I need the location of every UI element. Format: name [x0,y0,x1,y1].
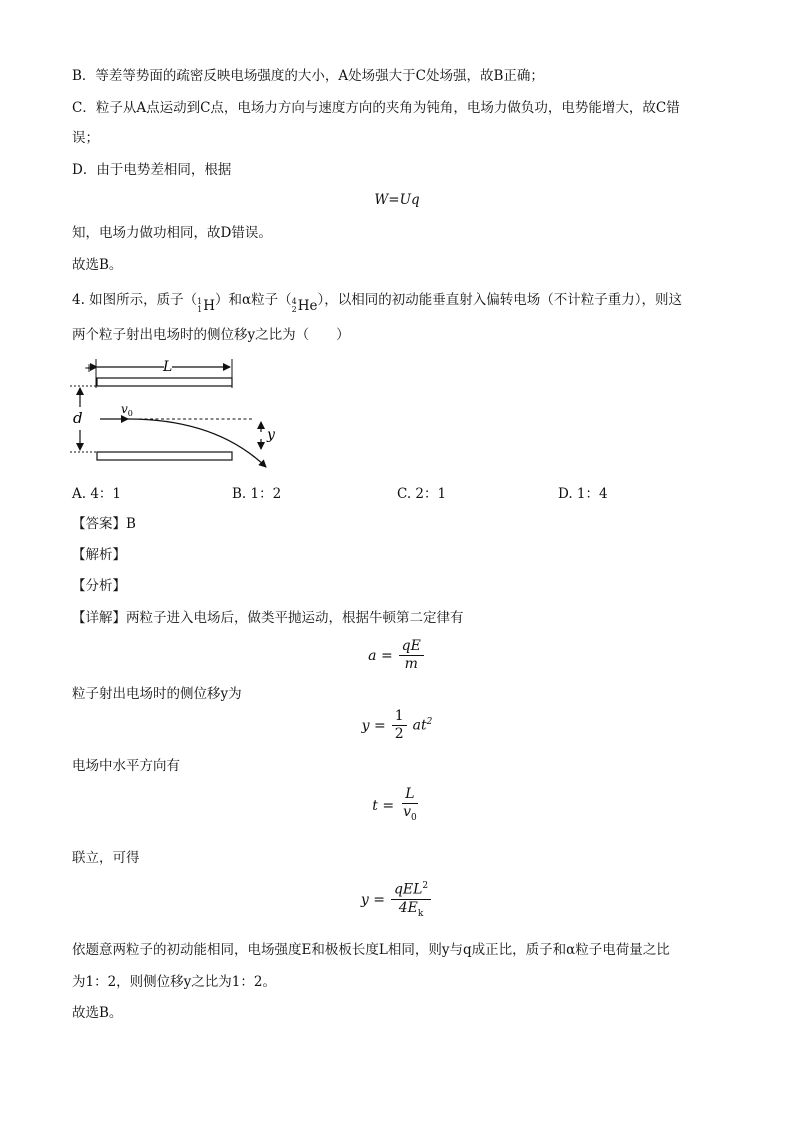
lower-plate [97,452,232,460]
answer-label: 【答案】B [72,516,136,532]
positive-sign: + [84,361,95,375]
option-a: A. 4：1 [72,486,122,502]
time-equation: t = $\frac{L}{v_0}$ [372,786,417,823]
choice-statement: 故选B。 [72,257,123,273]
analysis-subheading: 【分析】 [72,578,126,594]
acceleration-equation: a = $\frac{qE}{m}$ [0,638,794,673]
conclusion-text: 依题意两粒子的初动能相同，电场强度E和极板长度L相同，则y与q成正比，质子和α粒子电荷量之比 [72,942,670,958]
deflection-field-diagram [66,355,286,473]
combine-text: 联立，可得 [72,850,140,866]
proton-nuclide: 1 1 H [197,297,216,314]
question-4-stem: 4. 如图所示，质子（ 1 1 H ）和α粒子（ 4 2 He ），以相同的初动能垂直射入偏转电场（不计粒子重力），则这 [72,292,683,314]
conclusion-text-cont: 为1：2，则侧位移y之比为1：2。 [72,974,276,990]
displacement-label: y [267,427,275,443]
option-d-explanation: D．由于电势差相同，根据 [72,162,232,178]
displacement-equation: y = $\frac{1}{2}$ $at^2$ [361,708,433,742]
horizontal-text: 电场中水平方向有 [72,758,180,774]
option-c-explanation-cont: 误； [72,130,99,146]
plate-length-label: L [163,359,173,375]
option-b-explanation: B．等差等势面的疏密反映电场强度的大小，A处场强大于C处场强，故B正确； [72,68,544,84]
separation-label: d [73,409,83,427]
option-c-explanation: C．粒子从A点运动到C点，电场力方向与速度方向的夹角为钝角，电场力做负功，电势能增大，故C错 [72,100,680,116]
option-d-conclusion: 知，电场力做功相同，故D错误。 [72,225,272,241]
option-c: C. 2：1 [397,486,447,502]
detail-intro: 【详解】两粒子进入电场后，做类平抛运动，根据牛顿第二定律有 [72,610,464,626]
upper-plate [97,378,232,386]
side-displacement-text: 粒子射出电场时的侧位移y为 [72,686,242,702]
option-d: D. 1：4 [558,486,608,502]
result-equation: y = $\frac{qEL^2}{4E_k}$ [0,878,794,922]
option-b: B. 1：2 [232,486,282,502]
final-choice: 故选B。 [72,1005,123,1021]
initial-velocity-label: $v_0$ [121,402,133,418]
question-4-stem-cont: 两个粒子射出电场时的侧位移y之比为（ ） [72,327,350,343]
analysis-heading: 【解析】 [72,547,126,563]
work-equation: W=Uq [374,192,420,208]
alpha-nuclide: 4 2 He [291,297,318,314]
